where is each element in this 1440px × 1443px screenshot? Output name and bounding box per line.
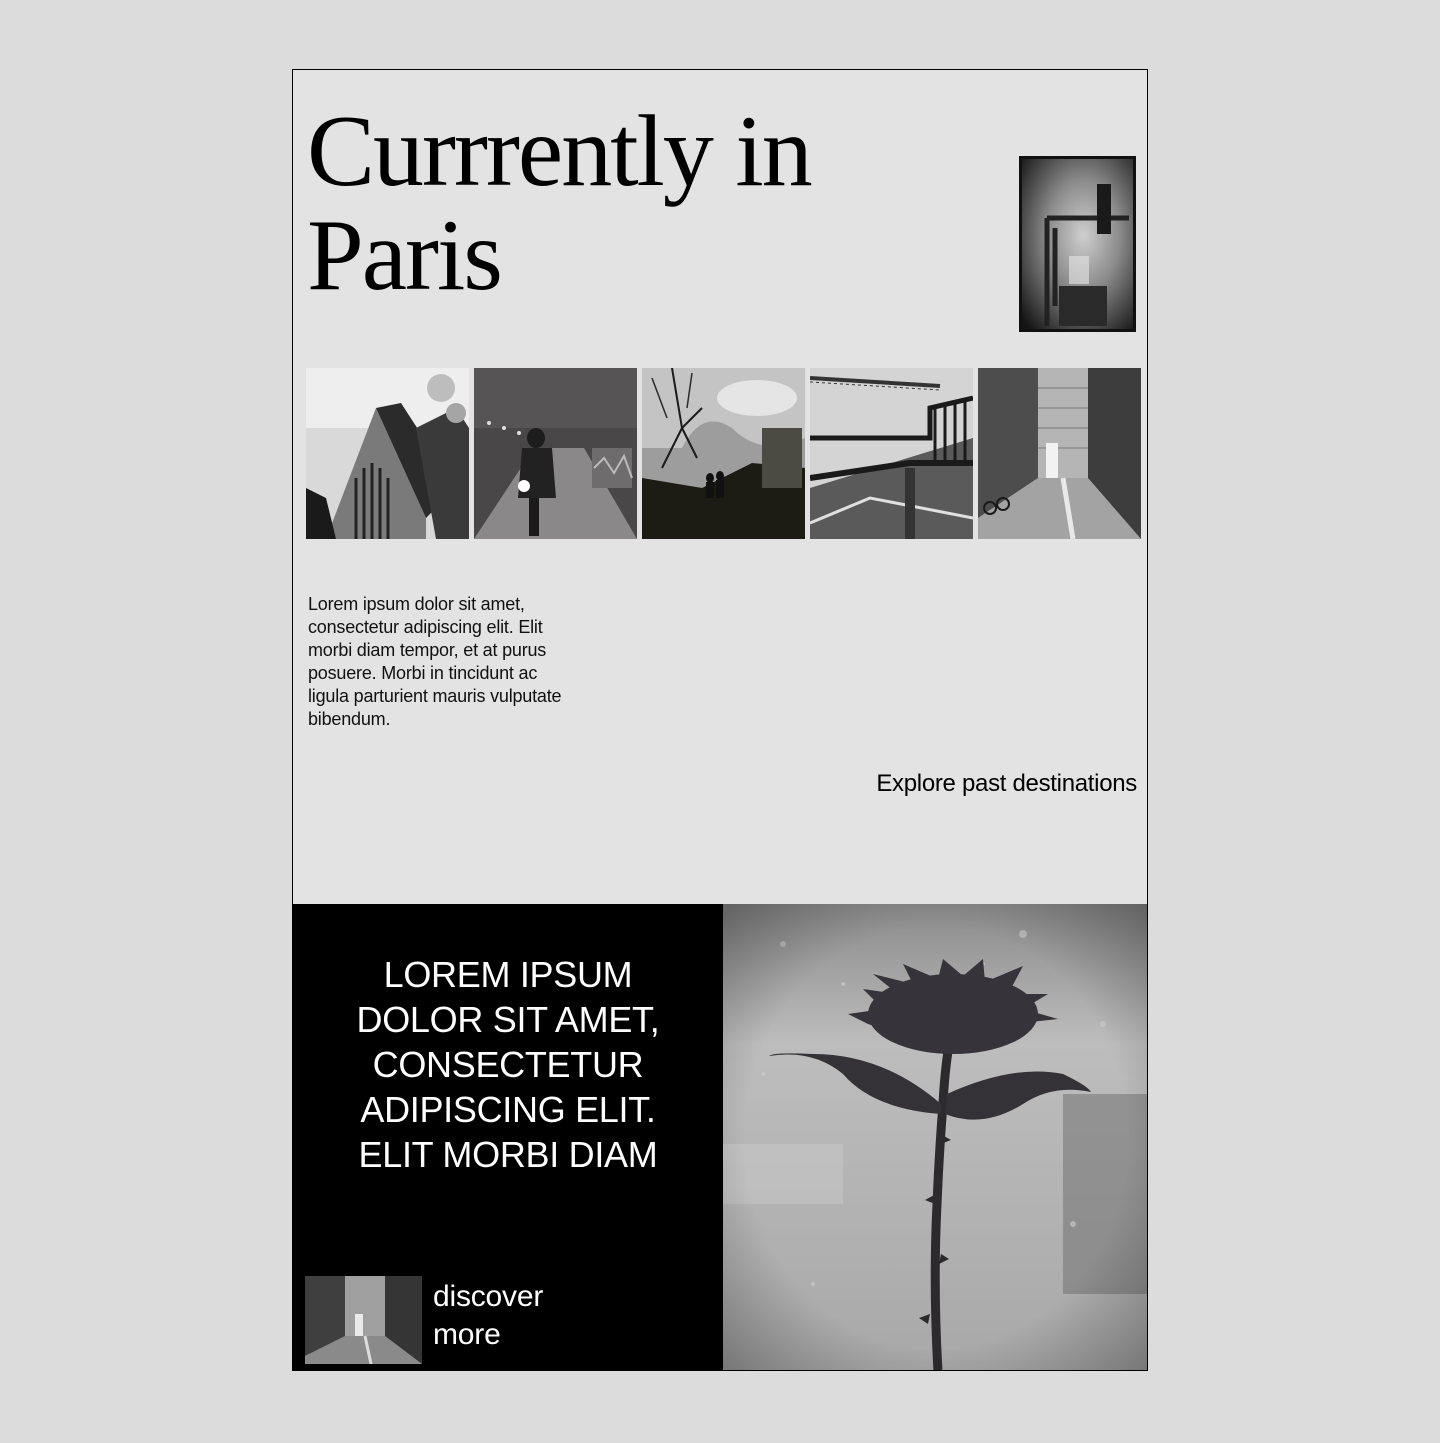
feature-headline-line: ADIPISCING ELIT. [360, 1089, 656, 1130]
poster-card [292, 69, 1148, 1371]
church-photo[interactable] [306, 368, 469, 539]
feature-headline [293, 952, 723, 1177]
feature-headline-line: CONSECTETUR [372, 1044, 644, 1085]
feature-panel [293, 904, 723, 1371]
feature-headline-line: LOREM IPSUM [383, 954, 633, 995]
page-title [307, 95, 947, 312]
stairs-crane-photo[interactable] [810, 368, 973, 539]
discover-label-line-2: more [433, 1318, 501, 1351]
intro-paragraph: Lorem ipsum dolor sit amet, consectetur adipiscing elit. Elit morbi diam tempor, et at purus posuere. Morbi in tincidunt ac ligula parturient mauris vulputate bibendum. [308, 594, 562, 729]
explore-past-destinations-link[interactable]: Explore past destinations [876, 770, 1137, 797]
photo-strip [306, 368, 1141, 539]
cyclist-tunnel-photo[interactable] [474, 368, 637, 539]
discover-label-line-1: discover [433, 1280, 544, 1313]
bridge-couple-photo[interactable] [642, 368, 805, 539]
title-line-1: Currrently in [307, 95, 811, 208]
discover-thumbnail-image[interactable] [305, 1276, 422, 1364]
feature-headline-line: ELIT MORBI DIAM [358, 1134, 658, 1175]
discover-more-link[interactable] [433, 1278, 543, 1354]
hero-thumbnail-image [1019, 156, 1136, 332]
flower-photo [723, 904, 1148, 1371]
alley-photo[interactable] [978, 368, 1141, 539]
feature-headline-line: DOLOR SIT AMET, [356, 999, 660, 1040]
title-line-2: Paris [307, 199, 501, 312]
